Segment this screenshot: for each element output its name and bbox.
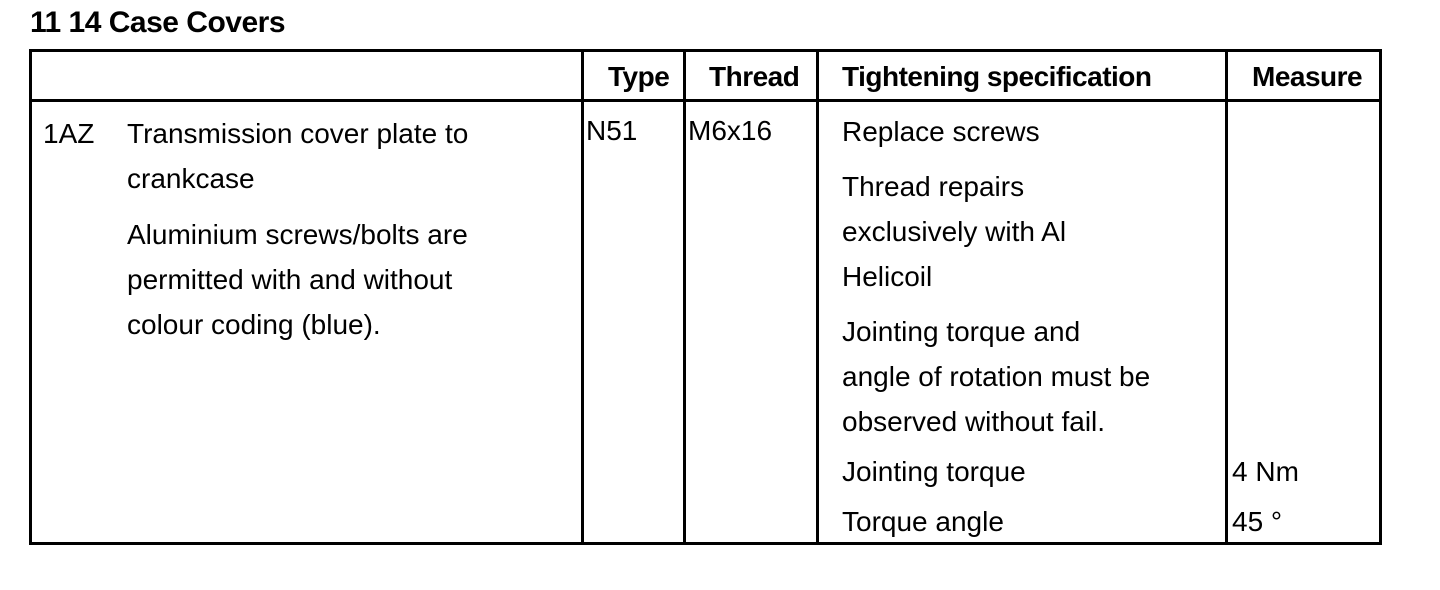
column-divider <box>581 52 584 542</box>
description-paragraph <box>127 111 468 201</box>
row-id: 1AZ <box>43 118 95 149</box>
description-line: permitted with and without <box>127 264 453 295</box>
measure-label-jointing-torque: Jointing torque <box>842 456 1026 487</box>
header-thread: Thread <box>709 61 800 92</box>
row-thread: M6x16 <box>688 115 773 146</box>
description-line: Aluminium screws/bolts are <box>127 219 468 250</box>
spec-line: Jointing torque and <box>842 316 1081 347</box>
description-line: colour coding (blue). <box>127 309 381 340</box>
spec-table <box>29 49 1382 545</box>
measure-label-torque-angle: Torque angle <box>842 506 1004 537</box>
column-divider <box>816 52 819 542</box>
row-type: N51 <box>586 115 638 146</box>
spec-paragraph <box>842 109 1150 154</box>
header-divider <box>32 99 1379 102</box>
header-tightening-spec: Tightening specification <box>842 61 1152 92</box>
header-measure: Measure <box>1252 61 1363 92</box>
spec-line: observed without fail. <box>842 406 1106 437</box>
spec-paragraph <box>842 164 1150 299</box>
header-type: Type <box>608 61 670 92</box>
description-line: crankcase <box>127 163 255 194</box>
spec-line: angle of rotation must be <box>842 361 1151 392</box>
column-divider <box>1225 52 1228 542</box>
spec-line: exclusively with Al <box>842 216 1067 247</box>
description-paragraph <box>127 212 468 347</box>
measure-value-jointing-torque: 4 Nm <box>1232 456 1299 487</box>
spec-paragraph <box>842 309 1150 444</box>
measure-value-torque-angle: 45 ° <box>1232 506 1283 537</box>
spec-line: Replace screws <box>842 116 1040 147</box>
page-title: 11 14 Case Covers <box>30 6 286 39</box>
spec-line: Helicoil <box>842 261 933 292</box>
description-line: Transmission cover plate to <box>127 118 469 149</box>
row-description <box>127 111 468 347</box>
column-divider <box>683 52 686 542</box>
spec-line: Thread repairs <box>842 171 1025 202</box>
row-tightening-spec <box>842 109 1150 444</box>
